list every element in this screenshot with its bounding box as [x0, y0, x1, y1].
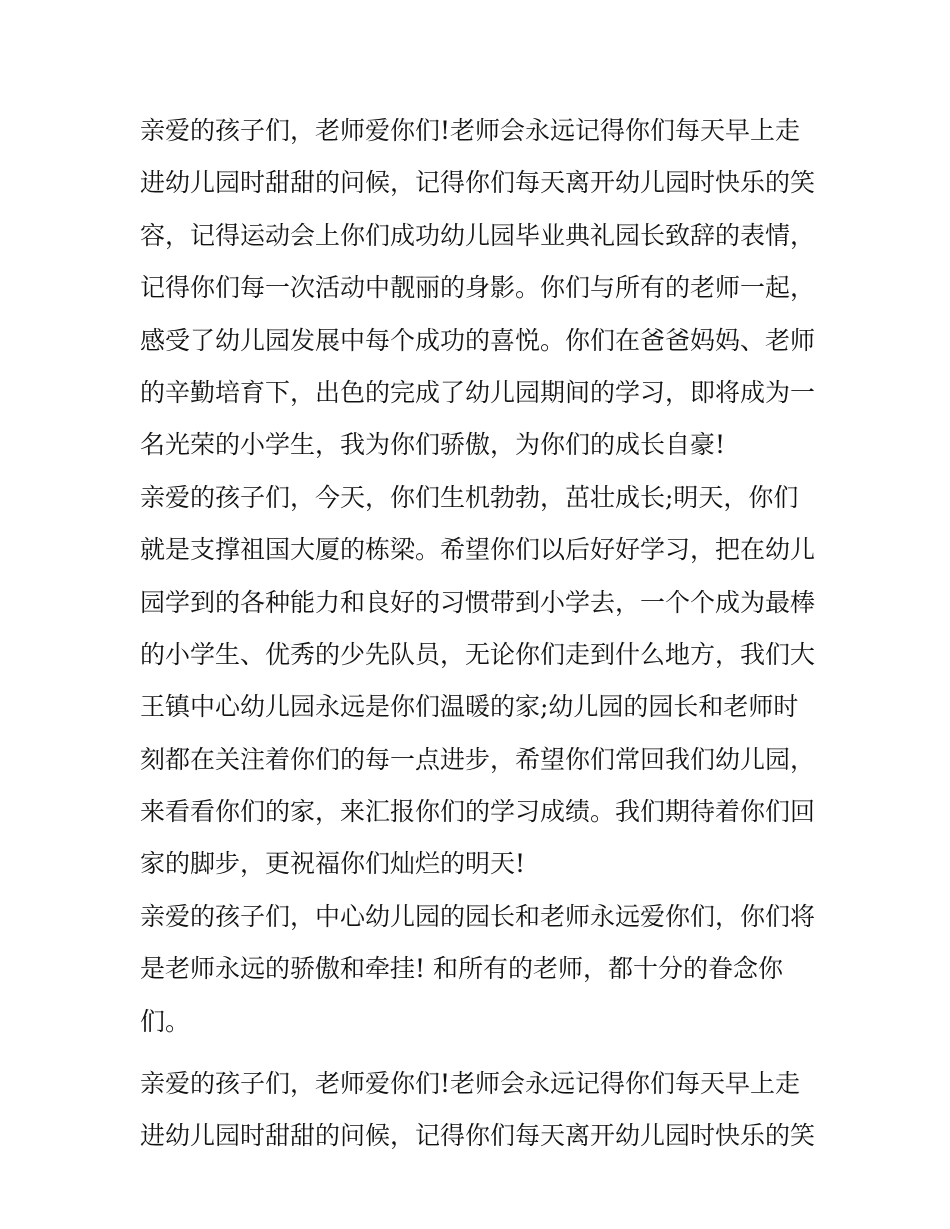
text-line: 家的脚步，更祝福你们灿烂的明天!	[140, 849, 526, 879]
text-line: 亲爱的孩子们，中心幼儿园的园长和老师永远爱你们，你们将	[140, 901, 816, 931]
text-line: 王镇中心幼儿园永远是你们温暖的家;幼儿园的园长和老师时	[140, 692, 799, 722]
text-line: 感受了幼儿园发展中每个成功的喜悦。你们在爸爸妈妈、老师	[140, 325, 816, 355]
paragraph-gap	[140, 1048, 830, 1058]
text-line: 亲爱的孩子们，老师爱你们!老师会永远记得你们每天早上走	[140, 1069, 801, 1099]
text-line: 容，记得运动会上你们成功幼儿园毕业典礼园长致辞的表情，	[140, 220, 816, 250]
text-line: 进幼儿园时甜甜的问候，记得你们每天离开幼儿园时快乐的笑	[140, 1121, 816, 1151]
text-line: 园学到的各种能力和良好的习惯带到小学去，一个个成为最棒	[140, 587, 816, 617]
text-line: 的辛勤培育下，出色的完成了幼儿园期间的学习，即将成为一	[140, 377, 816, 407]
text-line: 进幼儿园时甜甜的问候，记得你们每天离开幼儿园时快乐的笑	[140, 168, 816, 198]
text-line: 就是支撑祖国大厦的栋梁。希望你们以后好好学习，把在幼儿	[140, 535, 816, 565]
text-line: 们。	[140, 1006, 191, 1036]
text-line: 来看看你们的家，来汇报你们的学习成绩。我们期待着你们回	[140, 797, 816, 827]
text-line: 是老师永远的骄傲和牵挂! 和所有的老师，都十分的眷念你	[140, 954, 783, 984]
text-line: 亲爱的孩子们，今天，你们生机勃勃，茁壮成长;明天，你们	[140, 482, 799, 512]
text-line: 刻都在关注着你们的每一点进步，希望你们常回我们幼儿园，	[140, 744, 816, 774]
text-line: 记得你们每一次活动中靓丽的身影。你们与所有的老师一起，	[140, 273, 816, 303]
text-line: 的小学生、优秀的少先队员，无论你们走到什么地方，我们大	[140, 639, 816, 669]
text-line: 亲爱的孩子们，老师爱你们!老师会永远记得你们每天早上走	[140, 116, 801, 145]
text-line: 名光荣的小学生，我为你们骄傲，为你们的成长自豪!	[140, 430, 726, 460]
body-text	[140, 105, 830, 1163]
